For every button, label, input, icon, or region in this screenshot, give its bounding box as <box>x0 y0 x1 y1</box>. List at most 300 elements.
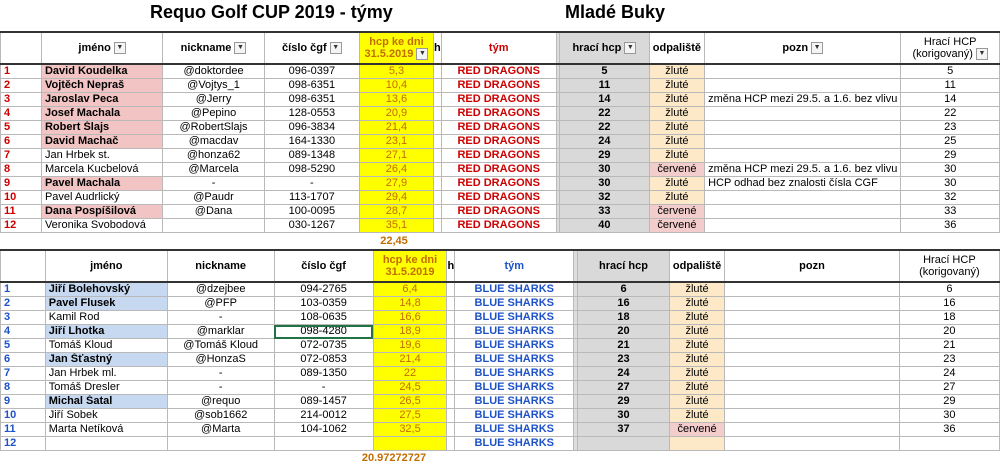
hcp-cell[interactable]: 26,5 <box>373 395 447 409</box>
name-cell[interactable]: David Machač <box>41 135 162 149</box>
narrow-cell[interactable] <box>447 353 455 367</box>
row-index-cell[interactable]: 7 <box>1 149 42 163</box>
tee-cell[interactable]: žluté <box>649 93 704 107</box>
adjusted-hcp-cell[interactable]: 36 <box>901 219 1000 233</box>
hcp-cell[interactable]: 22 <box>373 367 447 381</box>
tee-cell[interactable]: žluté <box>649 107 704 121</box>
cgf-cell[interactable]: 103-0359 <box>274 297 373 311</box>
adjusted-hcp-cell[interactable]: 23 <box>899 353 999 367</box>
tee-cell[interactable]: žluté <box>669 311 724 325</box>
tee-cell[interactable]: žluté <box>669 339 724 353</box>
team-cell[interactable]: RED DRAGONS <box>441 219 556 233</box>
cgf-cell[interactable]: 098-4280 <box>274 325 373 339</box>
hcp-cell[interactable]: 27,5 <box>373 409 447 423</box>
cgf-cell[interactable]: - <box>264 177 359 191</box>
header-name-cell[interactable] <box>41 32 162 64</box>
note-cell[interactable] <box>725 297 900 311</box>
play-hcp-cell[interactable] <box>578 437 670 451</box>
play-hcp-cell[interactable]: 11 <box>560 79 650 93</box>
narrow-cell[interactable] <box>434 79 442 93</box>
note-cell[interactable] <box>725 353 900 367</box>
play-hcp-cell[interactable]: 5 <box>560 64 650 79</box>
narrow-cell[interactable] <box>447 381 455 395</box>
nickname-cell[interactable]: @Marta <box>167 423 274 437</box>
name-cell[interactable]: Jan Hrbek st. <box>41 149 162 163</box>
hcp-cell[interactable]: 27,9 <box>359 177 433 191</box>
header-play-cell[interactable] <box>578 250 670 282</box>
header-cgf: číslo čgf <box>301 260 346 272</box>
narrow-cell[interactable] <box>434 64 442 79</box>
header-adj-cell[interactable] <box>901 32 1000 64</box>
row-index-cell[interactable]: 6 <box>1 353 46 367</box>
header-tee-cell[interactable] <box>649 32 704 64</box>
nickname-cell[interactable]: @requo <box>167 395 274 409</box>
hcp-cell[interactable]: 28,7 <box>359 205 433 219</box>
team-cell[interactable]: RED DRAGONS <box>441 93 556 107</box>
hcp-cell[interactable]: 20,9 <box>359 107 433 121</box>
header-nickname-cell[interactable] <box>163 32 265 64</box>
cgf-cell[interactable]: 098-6351 <box>264 93 359 107</box>
note-cell[interactable] <box>705 107 901 121</box>
narrow-cell[interactable] <box>434 149 442 163</box>
note-cell[interactable] <box>725 325 900 339</box>
hcp-cell[interactable]: 29,4 <box>359 191 433 205</box>
team-cell[interactable]: RED DRAGONS <box>441 121 556 135</box>
name-cell[interactable]: Veronika Svobodová <box>41 219 162 233</box>
name-cell[interactable]: Tomáš Kloud <box>45 339 167 353</box>
cgf-cell[interactable] <box>274 437 373 451</box>
table-row <box>1 163 1000 177</box>
filter-dropdown-icon[interactable]: ▼ <box>811 42 823 54</box>
tee-cell[interactable]: žluté <box>669 325 724 339</box>
filter-dropdown-icon[interactable]: ▼ <box>234 42 246 54</box>
name-cell[interactable]: Josef Machala <box>41 107 162 121</box>
team-cell[interactable]: BLUE SHARKS <box>455 325 574 339</box>
team-cell[interactable]: BLUE SHARKS <box>455 297 574 311</box>
row-index-cell[interactable]: 12 <box>1 437 46 451</box>
adjusted-hcp-cell[interactable]: 27 <box>899 381 999 395</box>
nickname-cell[interactable]: @honza62 <box>163 149 265 163</box>
note-cell[interactable] <box>725 437 900 451</box>
adjusted-hcp-cell[interactable]: 33 <box>901 205 1000 219</box>
adjusted-hcp-cell[interactable]: 30 <box>901 163 1000 177</box>
name-cell[interactable]: Marcela Kucbelová <box>41 163 162 177</box>
tee-cell[interactable]: červené <box>669 423 724 437</box>
name-cell[interactable]: David Koudelka <box>41 64 162 79</box>
team-cell[interactable]: BLUE SHARKS <box>455 311 574 325</box>
nickname-cell[interactable]: @Tomáš Kloud <box>167 339 274 353</box>
note-cell[interactable] <box>705 205 901 219</box>
cgf-cell[interactable]: 089-1348 <box>264 149 359 163</box>
nickname-cell[interactable]: @Pepino <box>163 107 265 121</box>
table-row <box>1 395 1000 409</box>
nickname-cell[interactable]: @HonzaS <box>167 353 274 367</box>
hcp-cell[interactable]: 10,4 <box>359 79 433 93</box>
nickname-cell[interactable]: - <box>163 177 265 191</box>
name-cell[interactable]: Jiří Lhotka <box>45 325 167 339</box>
name-cell[interactable]: Tomáš Dresler <box>45 381 167 395</box>
tee-cell[interactable]: žluté <box>649 79 704 93</box>
table-row <box>1 423 1000 437</box>
row-index-cell[interactable]: 3 <box>1 93 42 107</box>
note-cell[interactable]: změna HCP mezi 29.5. a 1.6. bez vlivu <box>705 163 901 177</box>
cgf-cell[interactable]: 164-1330 <box>264 135 359 149</box>
tee-cell[interactable]: červené <box>649 163 704 177</box>
row-index-cell[interactable]: 1 <box>1 64 42 79</box>
play-hcp-cell[interactable]: 30 <box>560 177 650 191</box>
name-cell[interactable]: Jaroslav Peca <box>41 93 162 107</box>
name-cell[interactable]: Jan Šťastný <box>45 353 167 367</box>
name-cell[interactable]: Kamil Rod <box>45 311 167 325</box>
hcp-cell[interactable]: 21,4 <box>359 121 433 135</box>
narrow-cell[interactable] <box>447 325 455 339</box>
nickname-cell[interactable]: @macdav <box>163 135 265 149</box>
team-cell[interactable]: RED DRAGONS <box>441 177 556 191</box>
narrow-cell[interactable] <box>434 107 442 121</box>
note-cell[interactable] <box>705 191 901 205</box>
play-hcp-cell[interactable]: 40 <box>560 219 650 233</box>
note-cell[interactable] <box>705 135 901 149</box>
tee-cell[interactable]: žluté <box>649 135 704 149</box>
adjusted-hcp-cell[interactable]: 5 <box>901 64 1000 79</box>
note-cell[interactable]: změna HCP mezi 29.5. a 1.6. bez vlivu <box>705 93 901 107</box>
hcp-cell[interactable]: 13,6 <box>359 93 433 107</box>
name-cell[interactable]: Jan Hrbek ml. <box>45 367 167 381</box>
narrow-cell[interactable] <box>447 437 455 451</box>
adjusted-hcp-cell[interactable]: 30 <box>901 177 1000 191</box>
team-cell[interactable]: RED DRAGONS <box>441 163 556 177</box>
play-hcp-cell[interactable]: 37 <box>578 423 670 437</box>
adjusted-hcp-cell[interactable]: 29 <box>899 395 999 409</box>
adjusted-hcp-cell[interactable]: 14 <box>901 93 1000 107</box>
note-cell[interactable] <box>705 149 901 163</box>
narrow-cell[interactable] <box>434 191 442 205</box>
cgf-cell[interactable]: 214-0012 <box>274 409 373 423</box>
header-tee-cell[interactable] <box>669 250 724 282</box>
cgf-cell[interactable]: 089-1457 <box>274 395 373 409</box>
hcp-cell[interactable]: 27,1 <box>359 149 433 163</box>
play-hcp-cell[interactable]: 18 <box>578 311 670 325</box>
narrow-cell[interactable] <box>434 135 442 149</box>
adjusted-hcp-cell[interactable]: 23 <box>901 121 1000 135</box>
name-cell[interactable]: Robert Šlajs <box>41 121 162 135</box>
row-index-cell[interactable]: 3 <box>1 311 46 325</box>
cgf-cell[interactable]: 098-6351 <box>264 79 359 93</box>
play-hcp-cell[interactable]: 30 <box>560 163 650 177</box>
cgf-cell[interactable]: 098-5290 <box>264 163 359 177</box>
team2-average[interactable]: 20.97272727 <box>361 452 427 464</box>
nickname-cell[interactable]: @Marcela <box>163 163 265 177</box>
team-cell[interactable]: RED DRAGONS <box>441 205 556 219</box>
play-hcp-cell[interactable]: 22 <box>560 121 650 135</box>
play-hcp-cell[interactable]: 29 <box>578 395 670 409</box>
row-index-cell[interactable]: 10 <box>1 409 46 423</box>
row-index-cell[interactable]: 4 <box>1 107 42 121</box>
hcp-cell[interactable] <box>373 437 447 451</box>
play-hcp-cell[interactable]: 29 <box>560 149 650 163</box>
header-pozn-cell[interactable] <box>705 32 901 64</box>
team-cell[interactable]: BLUE SHARKS <box>455 339 574 353</box>
filter-dropdown-icon[interactable]: ▼ <box>976 48 988 60</box>
hcp-cell[interactable]: 5,3 <box>359 64 433 79</box>
name-cell[interactable]: Michal Šatal <box>45 395 167 409</box>
row-index-cell[interactable]: 1 <box>1 282 46 297</box>
adjusted-hcp-cell[interactable] <box>899 437 999 451</box>
note-cell[interactable] <box>725 381 900 395</box>
row-index-cell[interactable]: 10 <box>1 191 42 205</box>
header-nickname-cell[interactable] <box>167 250 274 282</box>
team-cell[interactable]: RED DRAGONS <box>441 135 556 149</box>
note-cell[interactable] <box>725 311 900 325</box>
play-hcp-cell[interactable]: 24 <box>578 367 670 381</box>
narrow-cell[interactable] <box>434 177 442 191</box>
adjusted-hcp-cell[interactable]: 25 <box>901 135 1000 149</box>
tee-cell[interactable]: žluté <box>669 367 724 381</box>
nickname-cell[interactable]: @dzejbee <box>167 282 274 297</box>
header-hcp-cell[interactable] <box>373 250 447 282</box>
row-index-cell[interactable]: 2 <box>1 79 42 93</box>
note-cell[interactable] <box>705 219 901 233</box>
row-index-cell[interactable]: 5 <box>1 339 46 353</box>
row-index-cell[interactable]: 2 <box>1 297 46 311</box>
tee-cell[interactable]: žluté <box>649 191 704 205</box>
adjusted-hcp-cell[interactable]: 22 <box>901 107 1000 121</box>
adjusted-hcp-cell[interactable]: 30 <box>899 409 999 423</box>
adjusted-hcp-cell[interactable]: 24 <box>899 367 999 381</box>
play-hcp-cell[interactable]: 14 <box>560 93 650 107</box>
narrow-cell[interactable] <box>447 395 455 409</box>
nickname-cell[interactable]: - <box>167 381 274 395</box>
adjusted-hcp-cell[interactable]: 32 <box>901 191 1000 205</box>
hcp-cell[interactable]: 24,5 <box>373 381 447 395</box>
narrow-cell[interactable] <box>447 367 455 381</box>
row-index-cell[interactable]: 4 <box>1 325 46 339</box>
play-hcp-cell[interactable]: 33 <box>560 205 650 219</box>
adjusted-hcp-cell[interactable]: 20 <box>899 325 999 339</box>
row-index-cell[interactable]: 11 <box>1 423 46 437</box>
tee-cell[interactable] <box>669 437 724 451</box>
header-narrow-cell[interactable] <box>434 32 442 64</box>
row-index-cell[interactable]: 5 <box>1 121 42 135</box>
adjusted-hcp-cell[interactable]: 16 <box>899 297 999 311</box>
tee-cell[interactable]: žluté <box>649 121 704 135</box>
hcp-cell[interactable]: 32,5 <box>373 423 447 437</box>
team-cell[interactable]: RED DRAGONS <box>441 64 556 79</box>
cgf-cell[interactable]: 072-0853 <box>274 353 373 367</box>
cgf-cell[interactable]: 030-1267 <box>264 219 359 233</box>
name-cell[interactable]: Jiří Bolehovský <box>45 282 167 297</box>
header-pozn-cell[interactable] <box>725 250 900 282</box>
row-index-cell[interactable]: 9 <box>1 177 42 191</box>
cgf-cell[interactable]: 096-3834 <box>264 121 359 135</box>
hcp-cell[interactable]: 19,6 <box>373 339 447 353</box>
team-cell[interactable]: BLUE SHARKS <box>455 437 574 451</box>
filter-dropdown-icon[interactable]: ▼ <box>416 48 428 60</box>
hcp-cell[interactable]: 14,8 <box>373 297 447 311</box>
hcp-cell[interactable]: 26,4 <box>359 163 433 177</box>
note-cell[interactable] <box>725 339 900 353</box>
play-hcp-cell[interactable]: 6 <box>578 282 670 297</box>
play-hcp-cell[interactable]: 32 <box>560 191 650 205</box>
tee-cell[interactable]: žluté <box>669 409 724 423</box>
tee-cell[interactable]: žluté <box>669 282 724 297</box>
narrow-cell[interactable] <box>434 219 442 233</box>
team-cell[interactable]: RED DRAGONS <box>441 191 556 205</box>
tee-cell[interactable]: červené <box>649 205 704 219</box>
row-index-cell[interactable]: 7 <box>1 367 46 381</box>
name-cell[interactable]: Marta Netíková <box>45 423 167 437</box>
note-cell[interactable]: HCP odhad bez znalosti čísla CGF <box>705 177 901 191</box>
adjusted-hcp-cell[interactable]: 36 <box>899 423 999 437</box>
cgf-cell[interactable]: 128-0553 <box>264 107 359 121</box>
team1-average[interactable]: 22,45 <box>380 235 408 247</box>
team-cell[interactable]: RED DRAGONS <box>441 79 556 93</box>
header-index-cell[interactable] <box>1 250 46 282</box>
tee-cell[interactable]: žluté <box>669 395 724 409</box>
row-index-cell[interactable]: 8 <box>1 163 42 177</box>
tee-cell[interactable]: žluté <box>649 177 704 191</box>
name-cell[interactable]: Pavel Audrlický <box>41 191 162 205</box>
narrow-cell[interactable] <box>447 339 455 353</box>
row-index-cell[interactable]: 12 <box>1 219 42 233</box>
header-team-cell[interactable] <box>441 32 556 64</box>
nickname-cell[interactable] <box>167 437 274 451</box>
narrow-cell[interactable] <box>447 409 455 423</box>
play-hcp-cell[interactable]: 30 <box>578 409 670 423</box>
nickname-cell[interactable]: @PFP <box>167 297 274 311</box>
filter-dropdown-icon[interactable]: ▼ <box>624 42 636 54</box>
note-cell[interactable] <box>705 79 901 93</box>
team-cell[interactable]: BLUE SHARKS <box>455 381 574 395</box>
cgf-cell[interactable]: - <box>274 381 373 395</box>
header-cgf-cell[interactable] <box>274 250 373 282</box>
nickname-cell[interactable] <box>163 219 265 233</box>
hcp-cell[interactable]: 21,4 <box>373 353 447 367</box>
adjusted-hcp-cell[interactable]: 18 <box>899 311 999 325</box>
adjusted-hcp-cell[interactable]: 21 <box>899 339 999 353</box>
header-team-cell[interactable] <box>455 250 574 282</box>
nickname-cell[interactable]: - <box>167 367 274 381</box>
play-hcp-cell[interactable]: 27 <box>578 381 670 395</box>
nickname-cell[interactable]: @Dana <box>163 205 265 219</box>
row-index-cell[interactable]: 11 <box>1 205 42 219</box>
team-cell[interactable]: BLUE SHARKS <box>455 423 574 437</box>
team-cell[interactable]: BLUE SHARKS <box>455 409 574 423</box>
tee-cell[interactable]: žluté <box>649 149 704 163</box>
play-hcp-cell[interactable]: 24 <box>560 135 650 149</box>
header-narrow-cell[interactable] <box>447 250 455 282</box>
nickname-cell[interactable]: @Jerry <box>163 93 265 107</box>
narrow-cell[interactable] <box>434 163 442 177</box>
team-cell[interactable]: RED DRAGONS <box>441 149 556 163</box>
tee-cell[interactable]: žluté <box>669 353 724 367</box>
hcp-cell[interactable]: 35,1 <box>359 219 433 233</box>
nickname-cell[interactable]: @Vojtys_1 <box>163 79 265 93</box>
note-cell[interactable] <box>725 409 900 423</box>
name-cell[interactable]: Jiří Sobek <box>45 409 167 423</box>
hcp-cell[interactable]: 18,9 <box>373 325 447 339</box>
filter-dropdown-icon[interactable]: ▼ <box>330 42 342 54</box>
cgf-cell[interactable]: 096-0397 <box>264 64 359 79</box>
narrow-cell[interactable] <box>447 297 455 311</box>
narrow-cell[interactable] <box>434 121 442 135</box>
play-hcp-cell[interactable]: 22 <box>560 107 650 121</box>
team-cell[interactable]: BLUE SHARKS <box>455 395 574 409</box>
name-cell[interactable]: Vojtěch Nepraš <box>41 79 162 93</box>
note-cell[interactable] <box>725 395 900 409</box>
nickname-cell[interactable]: - <box>167 311 274 325</box>
tee-cell[interactable]: žluté <box>649 64 704 79</box>
name-cell[interactable]: Pavel Flusek <box>45 297 167 311</box>
play-hcp-cell[interactable]: 16 <box>578 297 670 311</box>
tee-cell[interactable]: žluté <box>669 297 724 311</box>
narrow-cell[interactable] <box>447 311 455 325</box>
cgf-cell[interactable]: 072-0735 <box>274 339 373 353</box>
row-index-cell[interactable]: 6 <box>1 135 42 149</box>
team-cell[interactable]: RED DRAGONS <box>441 107 556 121</box>
hcp-cell[interactable]: 23,1 <box>359 135 433 149</box>
header-adj-cell[interactable] <box>899 250 999 282</box>
header-play-cell[interactable] <box>560 32 650 64</box>
row-index-cell[interactable]: 9 <box>1 395 46 409</box>
tee-cell[interactable]: žluté <box>669 381 724 395</box>
adjusted-hcp-cell[interactable]: 6 <box>899 282 999 297</box>
name-cell[interactable]: Dana Pospíšilová <box>41 205 162 219</box>
nickname-cell[interactable]: @marklar <box>167 325 274 339</box>
header-play: hrací hcp <box>572 41 622 54</box>
cgf-cell[interactable]: 113-1707 <box>264 191 359 205</box>
hcp-cell[interactable]: 6,4 <box>373 282 447 297</box>
filter-dropdown-icon[interactable]: ▼ <box>114 42 126 54</box>
team-cell[interactable]: BLUE SHARKS <box>455 367 574 381</box>
narrow-cell[interactable] <box>447 282 455 297</box>
nickname-cell[interactable]: @Paudr <box>163 191 265 205</box>
adjusted-hcp-cell[interactable]: 29 <box>901 149 1000 163</box>
team-cell[interactable]: BLUE SHARKS <box>455 353 574 367</box>
narrow-cell[interactable] <box>434 205 442 219</box>
tee-cell[interactable]: červené <box>649 219 704 233</box>
narrow-cell[interactable] <box>447 423 455 437</box>
name-cell[interactable] <box>45 437 167 451</box>
cgf-cell[interactable]: 089-1350 <box>274 367 373 381</box>
play-hcp-cell[interactable]: 20 <box>578 325 670 339</box>
note-cell[interactable] <box>725 367 900 381</box>
cgf-cell[interactable]: 100-0095 <box>264 205 359 219</box>
play-hcp-cell[interactable]: 21 <box>578 339 670 353</box>
row-index-cell[interactable]: 8 <box>1 381 46 395</box>
play-hcp-cell[interactable]: 23 <box>578 353 670 367</box>
note-cell[interactable] <box>725 423 900 437</box>
team-cell[interactable]: BLUE SHARKS <box>455 282 574 297</box>
name-cell[interactable]: Pavel Machala <box>41 177 162 191</box>
nickname-cell[interactable]: @RobertSlajs <box>163 121 265 135</box>
narrow-cell[interactable] <box>434 93 442 107</box>
nickname-cell[interactable]: @doktordee <box>163 64 265 79</box>
header-name-cell[interactable] <box>45 250 167 282</box>
note-cell[interactable] <box>725 282 900 297</box>
cgf-cell[interactable]: 108-0635 <box>274 311 373 325</box>
note-cell[interactable] <box>705 121 901 135</box>
nickname-cell[interactable]: @sob1662 <box>167 409 274 423</box>
header-hcp-cell[interactable] <box>359 32 433 64</box>
header-cgf-cell[interactable] <box>264 32 359 64</box>
hcp-cell[interactable]: 16,6 <box>373 311 447 325</box>
adjusted-hcp-cell[interactable]: 11 <box>901 79 1000 93</box>
cgf-cell[interactable]: 104-1062 <box>274 423 373 437</box>
header-index-cell[interactable] <box>1 32 42 64</box>
cgf-cell[interactable]: 094-2765 <box>274 282 373 297</box>
note-cell[interactable] <box>705 64 901 79</box>
